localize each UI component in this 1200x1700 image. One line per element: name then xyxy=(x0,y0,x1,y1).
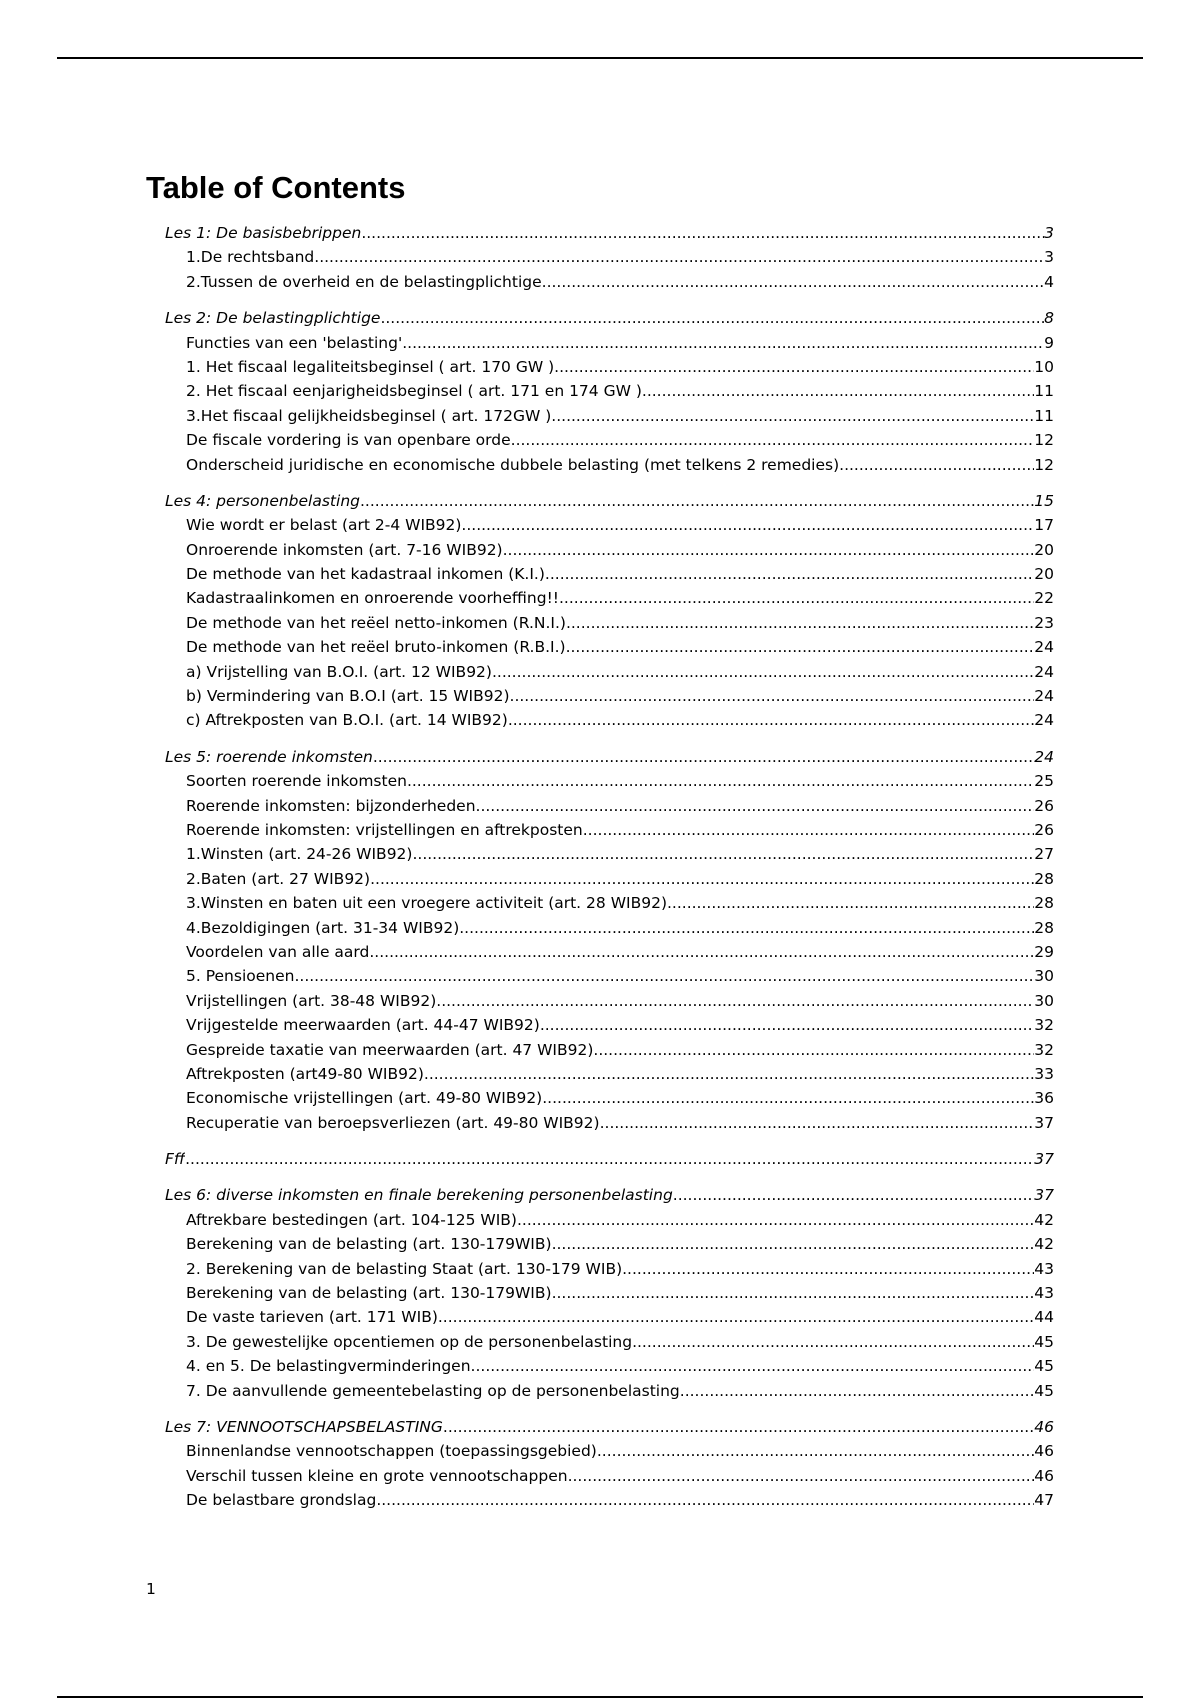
toc-entry-text: Wie wordt er belast (art 2-4 WIB92) xyxy=(186,516,462,535)
toc-entry-text: 4.Bezoldigingen (art. 31-34 WIB92) xyxy=(186,918,460,937)
dot-leader xyxy=(559,586,1034,610)
toc-entry-text: 3. De gewestelijke opcentiemen op de personenbelasting xyxy=(186,1332,633,1351)
toc-heading-entry-text: Les 5: roerende inkomsten xyxy=(165,747,373,766)
dot-leader xyxy=(680,1379,1035,1403)
toc-entry-page-number: 24 xyxy=(1034,687,1054,706)
toc-entry-page-number: 43 xyxy=(1034,1259,1054,1278)
dot-leader xyxy=(412,842,1034,866)
toc-entry[interactable] xyxy=(165,1439,1054,1463)
toc-section xyxy=(165,221,1054,294)
toc-heading-entry-page-number: 37 xyxy=(1034,1186,1054,1205)
toc-entry-page-number: 9 xyxy=(1044,333,1054,352)
toc-entry-page-number: 28 xyxy=(1034,918,1054,937)
toc-entry[interactable] xyxy=(165,270,1054,294)
dot-leader xyxy=(459,916,1034,940)
toc-entry-text: Roerende inkomsten: vrijstellingen en aftrekposten xyxy=(186,820,583,839)
dot-leader xyxy=(583,818,1035,842)
toc-entry[interactable] xyxy=(165,331,1054,355)
toc-entry-text: 1. Het fiscaal legaliteitsbeginsel ( art. 170 GW ) xyxy=(186,357,555,376)
toc-entry-page-number: 33 xyxy=(1034,1064,1054,1083)
toc-heading-entry-page-number: 3 xyxy=(1044,224,1054,242)
dot-leader xyxy=(508,708,1034,732)
toc-entry-text: Onderscheid juridische en economische dubbele belasting (met telkens 2 remedies) xyxy=(186,455,840,474)
toc-entry-page-number: 24 xyxy=(1034,638,1054,657)
dot-leader xyxy=(642,379,1034,403)
toc-entry-page-number: 36 xyxy=(1034,1089,1054,1108)
toc-entry-text: De belastbare grondslag xyxy=(186,1491,377,1510)
toc-heading-entry[interactable] xyxy=(165,745,1054,769)
toc-entry-text: Kadastraalinkomen en onroerende voorheffing!! xyxy=(186,589,559,608)
toc-entry-text: 2. Het fiscaal eenjarigheidsbeginsel ( art. 171 en 174 GW ) xyxy=(186,382,642,401)
toc-entry-page-number: 3 xyxy=(1044,248,1054,267)
toc-entry[interactable] xyxy=(165,1232,1054,1256)
dot-leader xyxy=(622,1257,1034,1281)
toc-entry-text: 1.Winsten (art. 24-26 WIB92) xyxy=(186,845,413,864)
dot-leader xyxy=(667,891,1034,915)
dot-leader xyxy=(568,1464,1035,1488)
toc-section xyxy=(165,306,1054,477)
dot-leader xyxy=(376,1488,1034,1512)
table-of-contents xyxy=(165,221,1054,1525)
dot-leader xyxy=(673,1183,1034,1207)
toc-entry[interactable] xyxy=(165,1464,1054,1488)
toc-entry-page-number: 30 xyxy=(1034,967,1054,986)
dot-leader xyxy=(517,1208,1034,1232)
toc-entry-text: 2. Berekening van de belasting Staat (art. 130-179 WIB) xyxy=(186,1259,623,1278)
dot-leader xyxy=(600,1111,1035,1135)
toc-entry-page-number: 46 xyxy=(1034,1442,1054,1461)
toc-heading-entry-page-number: 8 xyxy=(1044,309,1054,328)
toc-entry-text: Vrijgestelde meerwaarden (art. 44-47 WIB92) xyxy=(186,1016,540,1035)
toc-section xyxy=(165,489,1054,733)
toc-entry[interactable] xyxy=(165,818,1054,842)
toc-entry-page-number: 24 xyxy=(1034,711,1054,730)
toc-entry-page-number: 12 xyxy=(1034,455,1054,474)
toc-entry[interactable] xyxy=(165,916,1054,940)
toc-entry-page-number: 37 xyxy=(1034,1113,1054,1132)
toc-entry-text: Recuperatie van beroepsverliezen (art. 49-80 WIB92) xyxy=(186,1113,600,1132)
toc-entry[interactable] xyxy=(165,379,1054,403)
toc-entry[interactable] xyxy=(165,708,1054,732)
toc-entry[interactable] xyxy=(165,538,1054,562)
dot-leader xyxy=(471,1354,1035,1378)
toc-entry-text: De vaste tarieven (art. 171 WIB) xyxy=(186,1308,438,1327)
dot-leader xyxy=(402,331,1044,355)
toc-entry-text: De methode van het reëel netto-inkomen (R.N.I.) xyxy=(186,613,566,632)
toc-heading-entry-text: Les 7: VENNOOTSCHAPSBELASTING xyxy=(165,1417,443,1436)
toc-entry[interactable] xyxy=(165,1281,1054,1305)
toc-section xyxy=(165,1183,1054,1403)
dot-leader xyxy=(632,1330,1034,1354)
toc-entry-page-number: 11 xyxy=(1034,406,1054,425)
toc-entry-page-number: 45 xyxy=(1034,1332,1054,1351)
dot-leader xyxy=(554,355,1034,379)
toc-entry[interactable] xyxy=(165,1354,1054,1378)
toc-entry[interactable] xyxy=(165,562,1054,586)
toc-entry-text: 3.Het fiscaal gelijkheidsbeginsel ( art. 172GW ) xyxy=(186,406,552,425)
dot-leader xyxy=(370,867,1034,891)
toc-entry-page-number: 26 xyxy=(1034,796,1054,815)
toc-entry-text: Berekening van de belasting (art. 130-179WIB) xyxy=(186,1284,552,1303)
toc-entry-text: De methode van het reëel bruto-inkomen (R.B.I.) xyxy=(186,638,566,657)
toc-entry[interactable] xyxy=(165,1086,1054,1110)
dot-leader xyxy=(503,538,1035,562)
toc-entry-page-number: 4 xyxy=(1044,272,1054,291)
toc-title: Table of Contents xyxy=(146,170,406,205)
toc-entry-text: c) Aftrekposten van B.O.I. (art. 14 WIB92) xyxy=(186,711,508,730)
dot-leader xyxy=(551,404,1034,428)
toc-heading-entry[interactable] xyxy=(165,489,1054,513)
dot-leader xyxy=(380,306,1044,330)
toc-entry[interactable] xyxy=(165,891,1054,915)
toc-entry-page-number: 24 xyxy=(1034,662,1054,681)
toc-entry-text: Voordelen van alle aard xyxy=(186,942,370,961)
dot-leader xyxy=(552,1281,1035,1305)
toc-entry-text: 2.Tussen de overheid en de belastingplichtige xyxy=(186,272,542,291)
toc-heading-entry[interactable] xyxy=(165,1147,1054,1171)
toc-heading-entry-page-number: 37 xyxy=(1034,1150,1054,1169)
dot-leader xyxy=(552,1232,1035,1256)
toc-entry-page-number: 28 xyxy=(1034,894,1054,913)
toc-entry-page-number: 43 xyxy=(1034,1284,1054,1303)
dot-leader xyxy=(361,221,1044,245)
toc-entry-page-number: 29 xyxy=(1034,942,1054,961)
toc-entry-page-number: 42 xyxy=(1034,1210,1054,1229)
toc-entry-page-number: 22 xyxy=(1034,589,1054,608)
toc-heading-entry-page-number: 24 xyxy=(1034,747,1054,766)
toc-heading-entry-text: Les 1: De basisbebrippen xyxy=(165,224,362,242)
toc-entry-page-number: 20 xyxy=(1034,565,1054,584)
toc-entry-page-number: 17 xyxy=(1034,516,1054,535)
toc-entry-text: De methode van het kadastraal inkomen (K.I.) xyxy=(186,565,545,584)
dot-leader xyxy=(542,1086,1034,1110)
toc-heading-entry-text: Fff xyxy=(165,1150,186,1169)
toc-entry[interactable] xyxy=(165,964,1054,988)
dot-leader xyxy=(839,453,1034,477)
dot-leader xyxy=(492,660,1034,684)
dot-leader xyxy=(593,1038,1034,1062)
toc-entry-text: a) Vrijstelling van B.O.I. (art. 12 WIB92) xyxy=(186,662,492,681)
toc-entry-page-number: 44 xyxy=(1034,1308,1054,1327)
toc-entry[interactable] xyxy=(165,842,1054,866)
dot-leader xyxy=(407,769,1034,793)
toc-entry-page-number: 12 xyxy=(1034,431,1054,450)
dot-leader xyxy=(545,562,1034,586)
toc-entry-text: Soorten roerende inkomsten xyxy=(186,772,407,791)
dot-leader xyxy=(597,1439,1034,1463)
toc-entry-page-number: 45 xyxy=(1034,1381,1054,1400)
dot-leader xyxy=(436,989,1034,1013)
toc-entry-text: 2.Baten (art. 27 WIB92) xyxy=(186,869,371,888)
toc-heading-entry-text: Les 2: De belastingplichtige xyxy=(165,309,381,328)
toc-entry-text: Berekening van de belasting (art. 130-179WIB) xyxy=(186,1235,552,1254)
toc-section xyxy=(165,1415,1054,1513)
toc-entry-page-number: 32 xyxy=(1034,1016,1054,1035)
dot-leader xyxy=(314,245,1044,269)
toc-entry-text: Onroerende inkomsten (art. 7-16 WIB92) xyxy=(186,540,503,559)
toc-entry[interactable] xyxy=(165,1257,1054,1281)
toc-entry-text: Aftrekbare bestedingen (art. 104-125 WIB) xyxy=(186,1210,517,1229)
toc-entry[interactable] xyxy=(165,684,1054,708)
toc-heading-entry[interactable] xyxy=(165,306,1054,330)
toc-entry[interactable] xyxy=(165,1038,1054,1062)
dot-leader xyxy=(185,1147,1034,1171)
toc-entry[interactable] xyxy=(165,660,1054,684)
footer-rule xyxy=(57,1696,1143,1698)
toc-entry-page-number: 42 xyxy=(1034,1235,1054,1254)
toc-entry[interactable] xyxy=(165,1062,1054,1086)
toc-entry[interactable] xyxy=(165,769,1054,793)
toc-entry-text: Gespreide taxatie van meerwaarden (art. 47 WIB92) xyxy=(186,1040,594,1059)
dot-leader xyxy=(443,1415,1034,1439)
toc-entry[interactable] xyxy=(165,513,1054,537)
toc-heading-entry-page-number: 15 xyxy=(1034,491,1054,510)
dot-leader xyxy=(438,1305,1034,1329)
toc-entry[interactable] xyxy=(165,867,1054,891)
toc-entry[interactable] xyxy=(165,794,1054,818)
toc-entry-page-number: 45 xyxy=(1034,1357,1054,1376)
dot-leader xyxy=(566,635,1035,659)
toc-entry-page-number: 32 xyxy=(1034,1040,1054,1059)
toc-entry-text: 7. De aanvullende gemeentebelasting op de personenbelasting xyxy=(186,1381,680,1400)
dot-leader xyxy=(424,1062,1034,1086)
dot-leader xyxy=(294,964,1034,988)
toc-entry[interactable] xyxy=(165,453,1054,477)
toc-section xyxy=(165,745,1054,1135)
toc-entry-text: Roerende inkomsten: bijzonderheden xyxy=(186,796,476,815)
toc-entry-text: Vrijstellingen (art. 38-48 WIB92) xyxy=(186,991,437,1010)
toc-entry[interactable] xyxy=(165,245,1054,269)
toc-entry[interactable] xyxy=(165,1379,1054,1403)
toc-heading-entry[interactable] xyxy=(165,221,1054,245)
dot-leader xyxy=(511,428,1035,452)
toc-entry[interactable] xyxy=(165,404,1054,428)
toc-heading-entry[interactable] xyxy=(165,1183,1054,1207)
dot-leader xyxy=(369,940,1034,964)
toc-entry[interactable] xyxy=(165,1111,1054,1135)
dot-leader xyxy=(476,794,1035,818)
toc-entry[interactable] xyxy=(165,1013,1054,1037)
toc-entry[interactable] xyxy=(165,611,1054,635)
dot-leader xyxy=(542,270,1044,294)
page-number: 1 xyxy=(146,1580,156,1598)
toc-entry-page-number: 11 xyxy=(1034,382,1054,401)
dot-leader xyxy=(540,1013,1034,1037)
toc-entry[interactable] xyxy=(165,428,1054,452)
toc-entry-text: 1.De rechtsband xyxy=(186,248,315,267)
toc-heading-entry-text: Les 6: diverse inkomsten en finale berekening personenbelasting xyxy=(165,1186,673,1205)
dot-leader xyxy=(373,745,1034,769)
toc-entry-text: Economische vrijstellingen (art. 49-80 WIB92) xyxy=(186,1089,543,1108)
toc-entry-text: Verschil tussen kleine en grote vennootschappen xyxy=(186,1466,568,1485)
dot-leader xyxy=(461,513,1034,537)
toc-entry-page-number: 47 xyxy=(1034,1491,1054,1510)
toc-entry-text: Binnenlandse vennootschappen (toepassingsgebied) xyxy=(186,1442,597,1461)
toc-entry-text: Aftrekposten (art49-80 WIB92) xyxy=(186,1064,424,1083)
toc-entry-text: b) Vermindering van B.O.I (art. 15 WIB92) xyxy=(186,687,510,706)
toc-heading-entry[interactable] xyxy=(165,1415,1054,1439)
toc-entry-text: 4. en 5. De belastingverminderingen xyxy=(186,1357,471,1376)
toc-heading-entry-text: Les 4: personenbelasting xyxy=(165,491,360,510)
toc-entry-page-number: 23 xyxy=(1034,613,1054,632)
toc-heading-entry-page-number: 46 xyxy=(1034,1417,1054,1436)
toc-entry-page-number: 26 xyxy=(1034,820,1054,839)
dot-leader xyxy=(510,684,1035,708)
header-rule xyxy=(57,57,1143,59)
toc-entry[interactable] xyxy=(165,586,1054,610)
toc-entry[interactable] xyxy=(165,635,1054,659)
toc-entry-page-number: 28 xyxy=(1034,869,1054,888)
toc-entry-page-number: 25 xyxy=(1034,772,1054,791)
toc-entry[interactable] xyxy=(165,1330,1054,1354)
toc-section xyxy=(165,1147,1054,1171)
toc-entry[interactable] xyxy=(165,355,1054,379)
toc-entry[interactable] xyxy=(165,1208,1054,1232)
dot-leader xyxy=(360,489,1034,513)
dot-leader xyxy=(566,611,1034,635)
toc-entry[interactable] xyxy=(165,940,1054,964)
toc-entry-page-number: 27 xyxy=(1034,845,1054,864)
toc-entry-page-number: 10 xyxy=(1034,357,1054,376)
toc-entry[interactable] xyxy=(165,1488,1054,1512)
toc-entry-page-number: 46 xyxy=(1034,1466,1054,1485)
toc-entry[interactable] xyxy=(165,1305,1054,1329)
toc-entry-page-number: 30 xyxy=(1034,991,1054,1010)
toc-entry-text: Functies van een 'belasting' xyxy=(186,333,403,352)
toc-entry-text: 3.Winsten en baten uit een vroegere activiteit (art. 28 WIB92) xyxy=(186,894,667,913)
toc-entry-text: De fiscale vordering is van openbare orde xyxy=(186,431,511,450)
toc-entry[interactable] xyxy=(165,989,1054,1013)
toc-entry-page-number: 20 xyxy=(1034,540,1054,559)
toc-entry-text: 5. Pensioenen xyxy=(186,967,295,986)
